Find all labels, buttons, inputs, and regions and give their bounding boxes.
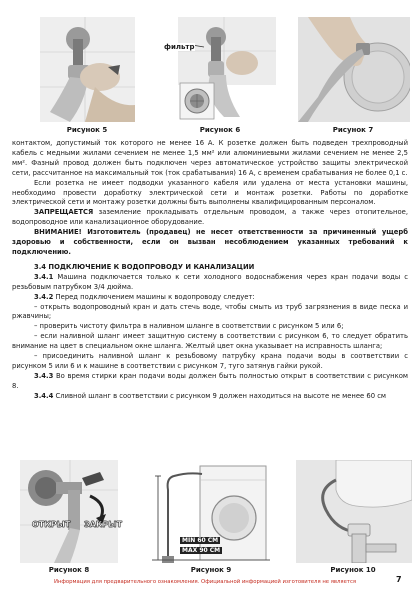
item-text: Сливной шланг в соответствии с рисунком 9 должен находиться на высоте не менее 60 см xyxy=(53,391,387,400)
item-number: 3.4.3 xyxy=(34,371,54,380)
valve-closed-label: ЗАКРЫТ xyxy=(84,520,123,529)
bullet-flush-pipes: – открыть водопроводный кран и дать стечь воде, чтобы смыть из труб загрязнения в виде песка и ржавчины; xyxy=(12,302,408,321)
item-3-4-3 xyxy=(12,372,408,392)
bullet-connect-hose: – присоединить наливной шланг к резьбовому патрубку крана подачи воды в соответствии с рисунком 5 или 6 и к машине в соответствии с рисунком 7, туго затянув гайки рукой. xyxy=(12,352,408,370)
figure-6-caption: Рисунок 6 xyxy=(199,126,241,134)
bullet-hose-indicator: – если наливной шланг имеет защитную систему в соответствии с рисунком 6, то следует обратить внимание на цвет в специальном окне шланга. Желтый цвет окна указывает на исправность шланга; xyxy=(12,332,408,351)
valve-open-label: ОТКРЫТ xyxy=(32,520,71,529)
bullet-check-filter: – проверить чистоту фильтра в наливном шланге в соответствии с рисунком 5 или 6; xyxy=(34,322,344,331)
figure-8-caption: Рисунок 8 xyxy=(48,566,90,574)
body-text xyxy=(12,139,408,402)
figure-9-caption: Рисунок 9 xyxy=(190,566,232,574)
figure-7-image xyxy=(298,17,410,122)
item-number: 3.4.2 xyxy=(34,292,54,301)
paragraph-power-requirements: контактом, допустимый ток которого не менее 16 А. К розетке должен быть подведен трехпроводный кабель с медными жилами сечением не менее 1,5 мм² или алюминиевыми жилами сечением не менее 2,5 мм². Фазный провод должен быть подключен через автоматическое устройство защиты электрической сети, рассчитанное на максимальный ток (ток срабатывания) 16 А, с временем срабатывания не более 0,1 с. xyxy=(12,139,408,177)
drain-height-min-label: MIN 60 CM xyxy=(182,537,219,544)
figure-6-filter-label: фильтр xyxy=(164,43,195,51)
paragraph-grounding-ban xyxy=(12,208,408,228)
item-text: Перед подключением машины к водопроводу следует: xyxy=(53,292,255,301)
figure-6-image xyxy=(164,17,276,122)
forbidden-label: ЗАПРЕЩАЕТСЯ xyxy=(34,208,94,217)
figure-5-caption: Рисунок 5 xyxy=(66,126,108,134)
item-number: 3.4.1 xyxy=(34,272,54,281)
drain-height-max-label: MAX 90 CM xyxy=(182,547,221,554)
item-3-4-2 xyxy=(12,293,408,303)
footer-disclaimer: Информация для предварительного ознакомления. Официальной информацией изготовителя не является xyxy=(53,579,357,585)
figure-5-image xyxy=(40,17,135,122)
item-3-4-4 xyxy=(12,392,408,402)
figure-10-image xyxy=(296,460,412,563)
figure-7-caption: Рисунок 7 xyxy=(332,126,374,134)
figure-10-caption: Рисунок 10 xyxy=(330,566,376,574)
item-text: Во время стирки кран подачи воды должен быть полностью открыт в соответствии с рисунком 8. xyxy=(12,371,408,390)
paragraph-socket-wiring: Если розетка не имеет подводки указанного кабеля или удалена от места установки машины, необходимо провести доработку электрической сети и монтаж розетки. Работы по доработке электрической сети и монтажу розетки должны быть выполнены квалифицированным персоналом. xyxy=(12,178,408,207)
page-number: 7 xyxy=(396,575,402,584)
item-number: 3.4.4 xyxy=(34,391,54,400)
forbidden-text: заземление прокладывать отдельным проводом, а также через отопительное, водопроводное или канализационное оборудование. xyxy=(12,208,408,227)
section-title: 3.4 ПОДКЛЮЧЕНИЕ К ВОДОПРОВОДУ И КАНАЛИЗАЦИИ xyxy=(34,262,255,271)
item-text: Машина подключается только к сети холодного водоснабжения через кран подачи воды с резьбовым патрубком 3/4 дюйма. xyxy=(12,272,408,291)
paragraph-warning: ВНИМАНИЕ! Изготовитель (продавец) не несет ответственности за причиненный ущерб здоровью и собственности, если он вызван несоблюдением указанных требований к подключению. xyxy=(12,228,408,256)
figure-8-image xyxy=(20,460,118,563)
item-3-4-1 xyxy=(12,273,408,293)
